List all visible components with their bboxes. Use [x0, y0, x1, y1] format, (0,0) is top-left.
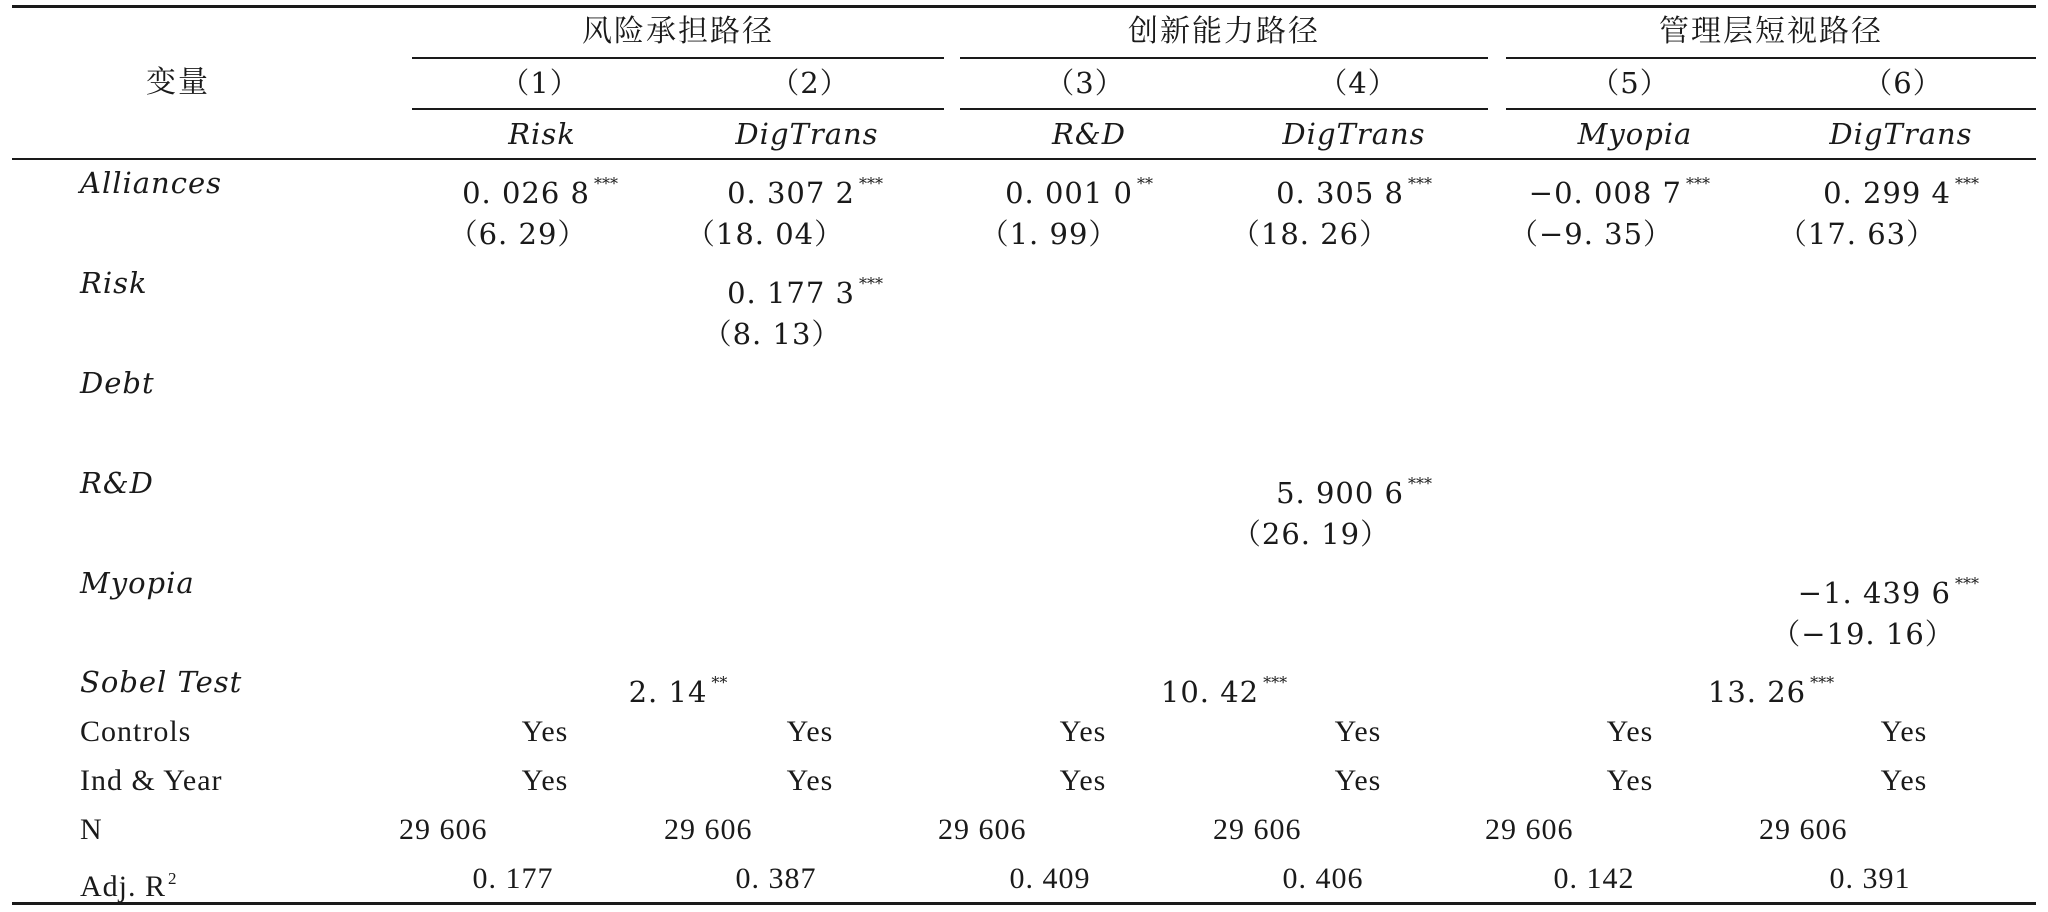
- row-label-ind-year: Ind & Year: [80, 764, 223, 797]
- coefficient: 0. 001 0 **: [1005, 174, 1153, 210]
- observations-value: 29 606: [1485, 813, 1574, 846]
- controls-value: Yes: [786, 715, 834, 748]
- dependent-variable: DigTrans: [1282, 117, 1426, 151]
- coefficient: 0. 305 8 ***: [1276, 174, 1432, 210]
- group-rule-2: [960, 57, 1488, 59]
- top-rule: [12, 5, 2036, 8]
- column-number: （4）: [1318, 66, 1398, 100]
- dependent-variable: DigTrans: [1829, 117, 1973, 151]
- observations-value: 29 606: [399, 813, 488, 846]
- group-header-myopia: 管理层短视路径: [1659, 14, 1883, 49]
- ind-year-value: Yes: [521, 764, 569, 797]
- controls-value: Yes: [1334, 715, 1382, 748]
- adj-r2-value: 0. 409: [1009, 862, 1091, 895]
- column-rule-2: [960, 108, 1488, 110]
- row-label-debt: Debt: [80, 366, 155, 400]
- variable-header: 变量: [146, 65, 210, 100]
- coefficient: 0. 307 2 ***: [727, 174, 883, 210]
- dependent-variable: R&D: [1052, 117, 1126, 151]
- row-label-rd: R&D: [80, 466, 154, 500]
- adj-r2-value: 0. 387: [735, 862, 817, 895]
- controls-value: Yes: [1880, 715, 1928, 748]
- controls-value: Yes: [521, 715, 569, 748]
- adj-r2-value: 0. 177: [472, 862, 554, 895]
- ind-year-value: Yes: [1059, 764, 1107, 797]
- t-statistic: （1. 99）: [979, 217, 1119, 251]
- adj-r2-value: 0. 391: [1829, 862, 1911, 895]
- adj-r2-value: 0. 142: [1553, 862, 1635, 895]
- column-rule-1: [412, 108, 944, 110]
- column-number: （2）: [770, 66, 850, 100]
- column-number: （5）: [1590, 66, 1670, 100]
- row-label-sobel-test: Sobel Test: [80, 665, 243, 699]
- dependent-variable: Myopia: [1577, 117, 1693, 151]
- row-label-alliances: Alliances: [80, 166, 223, 200]
- row-label-adj-r2: Adj. R $^2$: [80, 869, 178, 903]
- coefficient: 0. 177 3 ***: [727, 274, 883, 310]
- t-statistic: （8. 13）: [702, 317, 842, 351]
- column-number: （3）: [1045, 66, 1125, 100]
- t-statistic: （18. 26）: [1230, 217, 1390, 251]
- dependent-variable: Risk: [508, 117, 576, 151]
- t-statistic: （18. 04）: [685, 217, 845, 251]
- coefficient: −0. 008 7 ***: [1528, 174, 1710, 210]
- sobel-statistic: 10. 42 ***: [1160, 673, 1288, 709]
- ind-year-value: Yes: [786, 764, 834, 797]
- row-label-myopia: Myopia: [80, 566, 195, 600]
- group-rule-3: [1506, 57, 2036, 59]
- adj-r2-value: 0. 406: [1282, 862, 1364, 895]
- ind-year-value: Yes: [1606, 764, 1654, 797]
- coefficient: −1. 439 6 ***: [1797, 574, 1979, 610]
- column-rule-3: [1506, 108, 2036, 110]
- observations-value: 29 606: [1759, 813, 1848, 846]
- observations-value: 29 606: [664, 813, 753, 846]
- coefficient: 0. 299 4 ***: [1823, 174, 1979, 210]
- column-number: （1）: [500, 66, 580, 100]
- row-label-risk: Risk: [80, 266, 148, 300]
- t-statistic: （−9. 35）: [1508, 217, 1674, 251]
- observations-value: 29 606: [1213, 813, 1302, 846]
- t-statistic: （−19. 16）: [1771, 617, 1955, 651]
- sobel-statistic: 2. 14 **: [628, 673, 728, 709]
- ind-year-value: Yes: [1334, 764, 1382, 797]
- dependent-variable: DigTrans: [735, 117, 879, 151]
- t-statistic: （17. 63）: [1777, 217, 1937, 251]
- coefficient: 5. 900 6 ***: [1276, 474, 1432, 510]
- bottom-rule: [12, 902, 2036, 905]
- sobel-statistic: 13. 26 ***: [1707, 673, 1835, 709]
- group-header-innovation: 创新能力路径: [1128, 14, 1320, 49]
- controls-value: Yes: [1606, 715, 1654, 748]
- row-label-controls: Controls: [80, 715, 192, 748]
- column-number: （6）: [1863, 66, 1943, 100]
- ind-year-value: Yes: [1880, 764, 1928, 797]
- group-header-risk-taking: 风险承担路径: [582, 14, 774, 49]
- group-rule-1: [412, 57, 944, 59]
- observations-value: 29 606: [938, 813, 1027, 846]
- t-statistic: （26. 19）: [1231, 517, 1391, 551]
- header-bottom-rule: [12, 158, 2036, 160]
- t-statistic: （6. 29）: [448, 217, 588, 251]
- coefficient: 0. 026 8 ***: [462, 174, 618, 210]
- controls-value: Yes: [1059, 715, 1107, 748]
- row-label-n: N: [80, 813, 103, 846]
